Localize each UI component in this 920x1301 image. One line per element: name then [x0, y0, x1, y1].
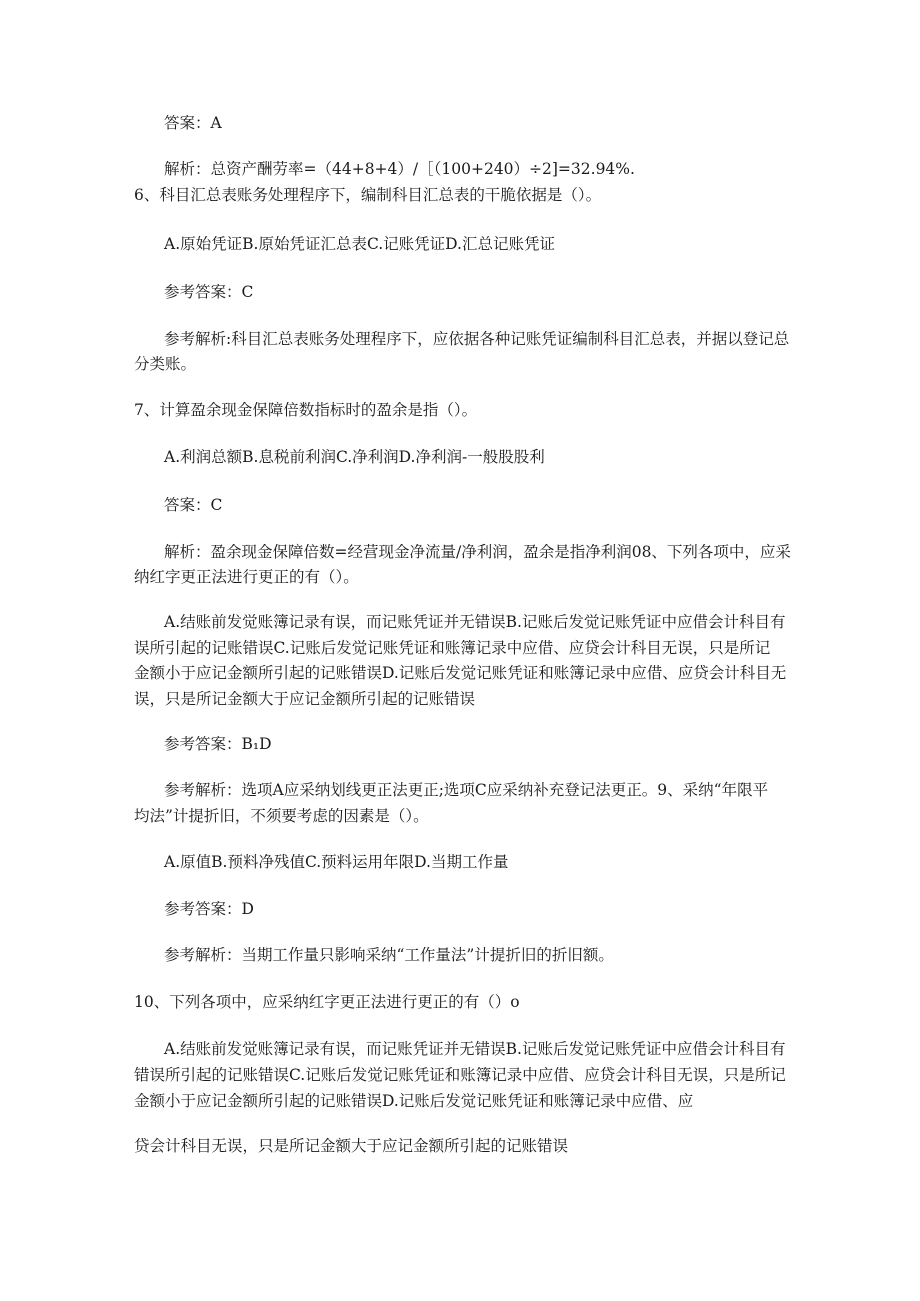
q7-answer: 答案：C — [164, 496, 223, 514]
q6-question: 6、科目汇总表账务处理程序下，编制科目汇总表的干脆依据是（）。 — [134, 186, 602, 204]
q8-options-line1: A.结账前发觉账簿记录有误，而记账凭证并无错误B.记账后发觉记账凭证中应借会计科目有 — [164, 613, 786, 631]
q7-question: 7、计算盈余现金保障倍数指标时的盈余是指（）。 — [134, 401, 478, 419]
q6-options: A.原始凭证B.原始凭证汇总表C.记账凭证D.汇总记账凭证 — [164, 235, 555, 253]
q7-options: A.利润总额B.息税前利润C.净利润D.净利润-一般股股利 — [164, 448, 545, 466]
q8-options-line4: 误，只是所记金额大于应记金额所引起的记账错误 — [134, 690, 476, 708]
q6-explanation-line1: 参考解析:科目汇总表账务处理程序下，应依据各种记账凭证编制科目汇总表，并据以登记总 — [164, 330, 790, 348]
q5-explanation: 解析：总资产酬劳率=（44+8+4）/［（100+240）÷2]=32.94%. — [164, 160, 635, 178]
q9-answer: 参考答案：D — [164, 900, 254, 918]
q5-answer: 答案：A — [164, 114, 222, 132]
q9-options: A.原值B.预料净残值C.预料运用年限D.当期工作量 — [164, 853, 509, 871]
q8-explanation-line2: 均法”计提折旧，不须要考虑的因素是（）。 — [134, 807, 429, 825]
q10-question: 10、下列各项中，应采纳红字更正法进行更正的有（）o — [134, 993, 520, 1011]
q7-explanation-line1: 解析：盈余现金保障倍数=经营现金净流量/净利润，盈余是指净利润08、下列各项中，应采 — [164, 543, 791, 561]
q9-explanation: 参考解析：当期工作量只影响采纳“工作量法”计提折旧的折旧额。 — [164, 946, 614, 964]
q8-options-line2: 误所引起的记账错误C.记账后发觉记账凭证和账簿记录中应借、应贷会计科目无误，只是所记 — [134, 639, 771, 657]
q10-options-line2: 错误所引起的记账错误C.记账后发觉记账凭证和账簿记录中应借、应贷会计科目无误，只是所记 — [134, 1066, 786, 1084]
q8-answer: 参考答案：B₁D — [164, 735, 272, 753]
q6-answer: 参考答案：C — [164, 283, 254, 301]
q10-options-line4: 贷会计科目无误，只是所记金额大于应记金额所引起的记账错误 — [134, 1137, 569, 1155]
q6-explanation-line2: 分类账。 — [134, 355, 197, 373]
q10-options-line3: 金额小于应记金额所引起的记账错误D.记账后发觉记账凭证和账簿记录中应借、应 — [134, 1092, 694, 1110]
q10-options-line1: A.结账前发觉账簿记录有误，而记账凭证并无错误B.记账后发觉记账凭证中应借会计科目有 — [164, 1040, 786, 1058]
q8-explanation-line1: 参考解析：选项A应采纳划线更正法更正;选项C应采纳补充登记法更正。9、采纳“年限平 — [164, 781, 769, 799]
q8-options-line3: 金额小于应记金额所引起的记账错误D.记账后发觉记账凭证和账簿记录中应借、应贷会计科目无 — [134, 664, 787, 682]
q7-explanation-line2: 纳红字更正法进行更正的有（）。 — [134, 568, 359, 586]
